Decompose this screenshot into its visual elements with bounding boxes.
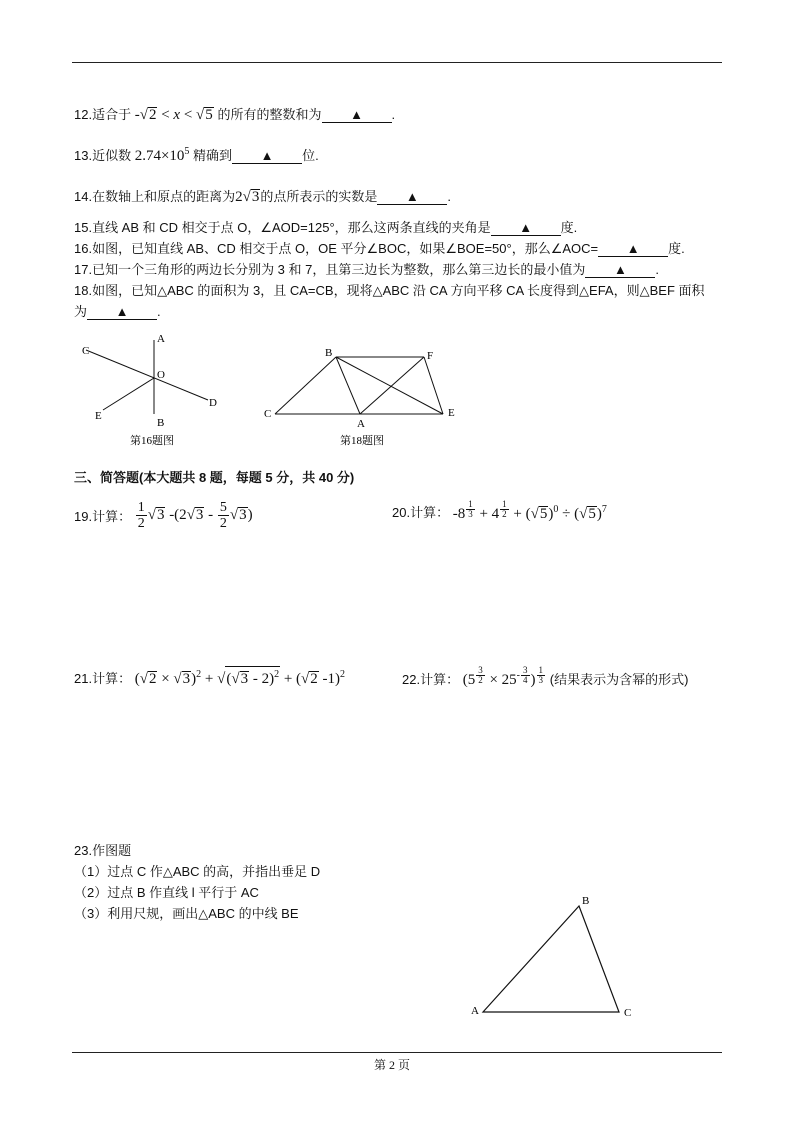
question-18-line1: 18.如图，已知△ABC 的面积为 3，且 CA=CB，现将△ABC 沿 CA 方向平移 CA 长度得到△EFA，则△BEF 面积 <box>74 283 705 298</box>
page-number: 第 2 页 <box>374 1058 411 1072</box>
label-b: B <box>157 417 165 429</box>
figure-16 <box>70 330 240 454</box>
section-3-title: 三、简答题(本大题共 8 题，每题 5 分，共 40 分) <box>74 470 355 485</box>
label-c: C <box>264 408 272 420</box>
segment-ba <box>336 357 360 414</box>
label-f: F <box>427 350 434 362</box>
label-b: B <box>582 895 590 907</box>
label-a: A <box>471 1005 479 1017</box>
label-o: O <box>157 369 165 381</box>
label-a: A <box>357 418 365 430</box>
q12-inequality: -√2 < x < √5 <box>134 107 213 123</box>
question-21: 21.计算： $(√2 \times √3)^2 + √(√3 - 2)^2 + (√2$ -1)$^2$ <box>74 666 345 688</box>
answer-blank: ▲ <box>491 221 561 236</box>
header-rule <box>72 62 722 63</box>
answer-blank: ▲ <box>322 108 392 123</box>
label-c: C <box>624 1007 632 1019</box>
question-19: 19.计算： $\frac{1}{2}$ √3 -(2√3 - $\frac{5}{2}$ √3) <box>74 500 253 531</box>
question-12: 12.适合于 -√2 < x < √5 的所有的整数和为 ▲ . <box>74 107 396 123</box>
label-a: A <box>157 333 165 345</box>
question-23-step-3: （3）利用尺规，画出△ABC 的中线 BE <box>74 906 299 921</box>
answer-blank: ▲ <box>377 190 447 205</box>
caption-18: 第18题图 <box>340 435 384 447</box>
figure-23-triangle <box>466 890 646 1026</box>
caption-16: 第16题图 <box>130 435 174 447</box>
q19-expression: $\frac{1}{2}$ √3 -(2√3 - $\frac{5}{2}$ √3) <box>137 500 253 531</box>
question-22: 22.计算： (5 $^{\frac{3}{2}}$ × $25^{- \frac{3}{4}}$ ) $^{\frac{1}{3}}$ (结果表示为含幂的形式) <box>402 665 689 688</box>
question-13: 13.近似数 $2.74\times 10^5$ 精确到 ▲ 位. <box>74 146 319 164</box>
footer-rule <box>72 1052 722 1053</box>
ray-oe <box>103 378 154 410</box>
question-23-title: 23.作图题 <box>74 843 132 858</box>
question-14: 14.在数轴上和原点的距离为2√3的点所表示的实数是 ▲ . <box>74 189 451 205</box>
q21-expression: $(√2 \times √3)^2 + √(√3 - 2)^2 + (√2$ -1)$^2$ <box>135 671 345 687</box>
label-e: E <box>448 407 455 419</box>
answer-blank: ▲ <box>585 263 655 278</box>
answer-blank: ▲ <box>598 242 668 257</box>
figure-18 <box>258 340 468 452</box>
question-15: 15.直线 AB 和 CD 相交于点 O，∠AOD=125°，那么这两条直线的夹角是 ▲ 度. <box>74 220 578 235</box>
answer-blank: ▲ <box>87 305 157 320</box>
q22-expression: (5 $^{\frac{3}{2}}$ × $25^{- \frac{3}{4}}$ ) $^{\frac{1}{3}}$ <box>462 665 544 688</box>
label-c: C <box>82 345 90 357</box>
triangle-abc <box>483 906 619 1012</box>
segment-af <box>360 357 424 414</box>
question-23-step-2: （2）过点 B 作直线 l 平行于 AC <box>74 885 259 900</box>
question-23-step-1: （1）过点 C 作△ABC 的高，并指出垂足 D <box>74 864 321 879</box>
line-cd <box>86 350 208 400</box>
label-b: B <box>325 347 333 359</box>
label-d: D <box>209 397 217 409</box>
question-18-line2: 为 ▲ . <box>74 304 161 319</box>
question-16: 16.如图，已知直线 AB、CD 相交于点 O，OE 平分∠BOC，如果∠BOE=50°，那么∠AOC= ▲ 度. <box>74 241 685 256</box>
question-17: 17.已知一个三角形的两边长分别为 3 和 7，且第三边长为整数，那么第三边长的最小值为 ▲ . <box>74 262 659 277</box>
label-e: E <box>95 410 102 422</box>
answer-blank: ▲ <box>232 149 302 164</box>
segment-cb <box>275 357 336 414</box>
q20-expression: -8 $^{\frac{1}{3}}$ + 4 $^{\frac{1}{2}}$ + $(√5)^0 \div (√5)^7$ <box>452 499 607 522</box>
question-20: 20.计算： -8 $^{\frac{1}{3}}$ + 4 $^{\frac{1}{2}}$ + $(√5)^0 \div (√5)^7$ <box>392 499 607 522</box>
